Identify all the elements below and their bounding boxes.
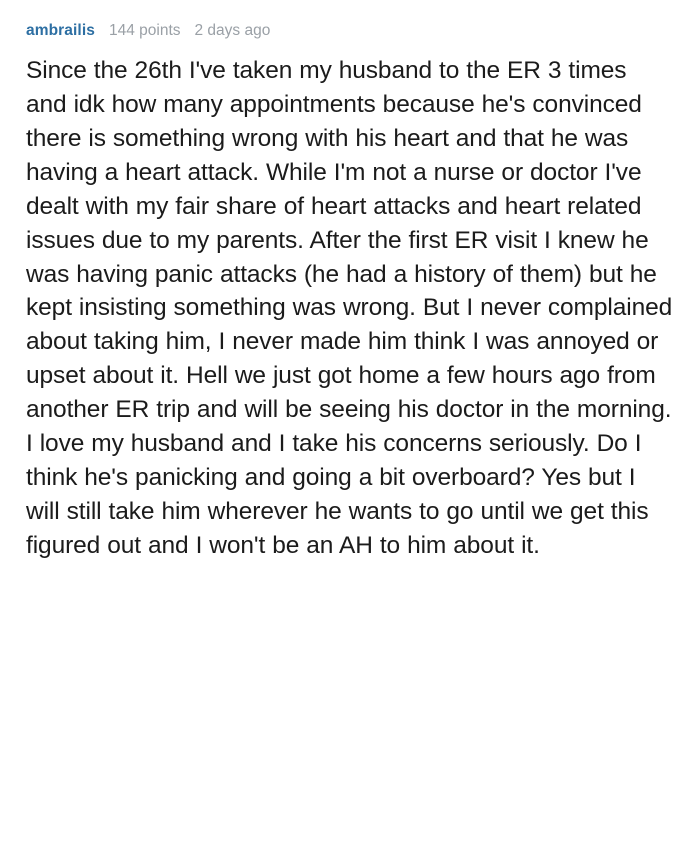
comment-body: Since the 26th I've taken my husband to the ER 3 times and idk how many appointments because he's convinced there is something wrong with his heart and that he was having a heart attack. While I'm not a nurse or doctor I've dealt with my fair share of heart attacks and heart related issues due to my parents. After the first ER visit I knew he was having panic attacks (he had a history of them) but he kept insisting something was wrong. But I never complained about taking him, I never made him think I was annoyed or upset about it. Hell we just got home a few hours ago from another ER trip and will be seeing his doctor in the morning. I love my husband and I take his concerns seriously. Do I think he's panicking and going a bit overboard? Yes but I will still take him wherever he wants to go until we get this figured out and I won't be an AH to him about it. bbox=[26, 57, 680, 559]
comment-meta bbox=[26, 22, 674, 40]
comment-timestamp: 2 days ago bbox=[194, 22, 271, 39]
comment-score: 144 points bbox=[108, 22, 181, 39]
comment-author[interactable]: ambrailis bbox=[26, 22, 95, 39]
